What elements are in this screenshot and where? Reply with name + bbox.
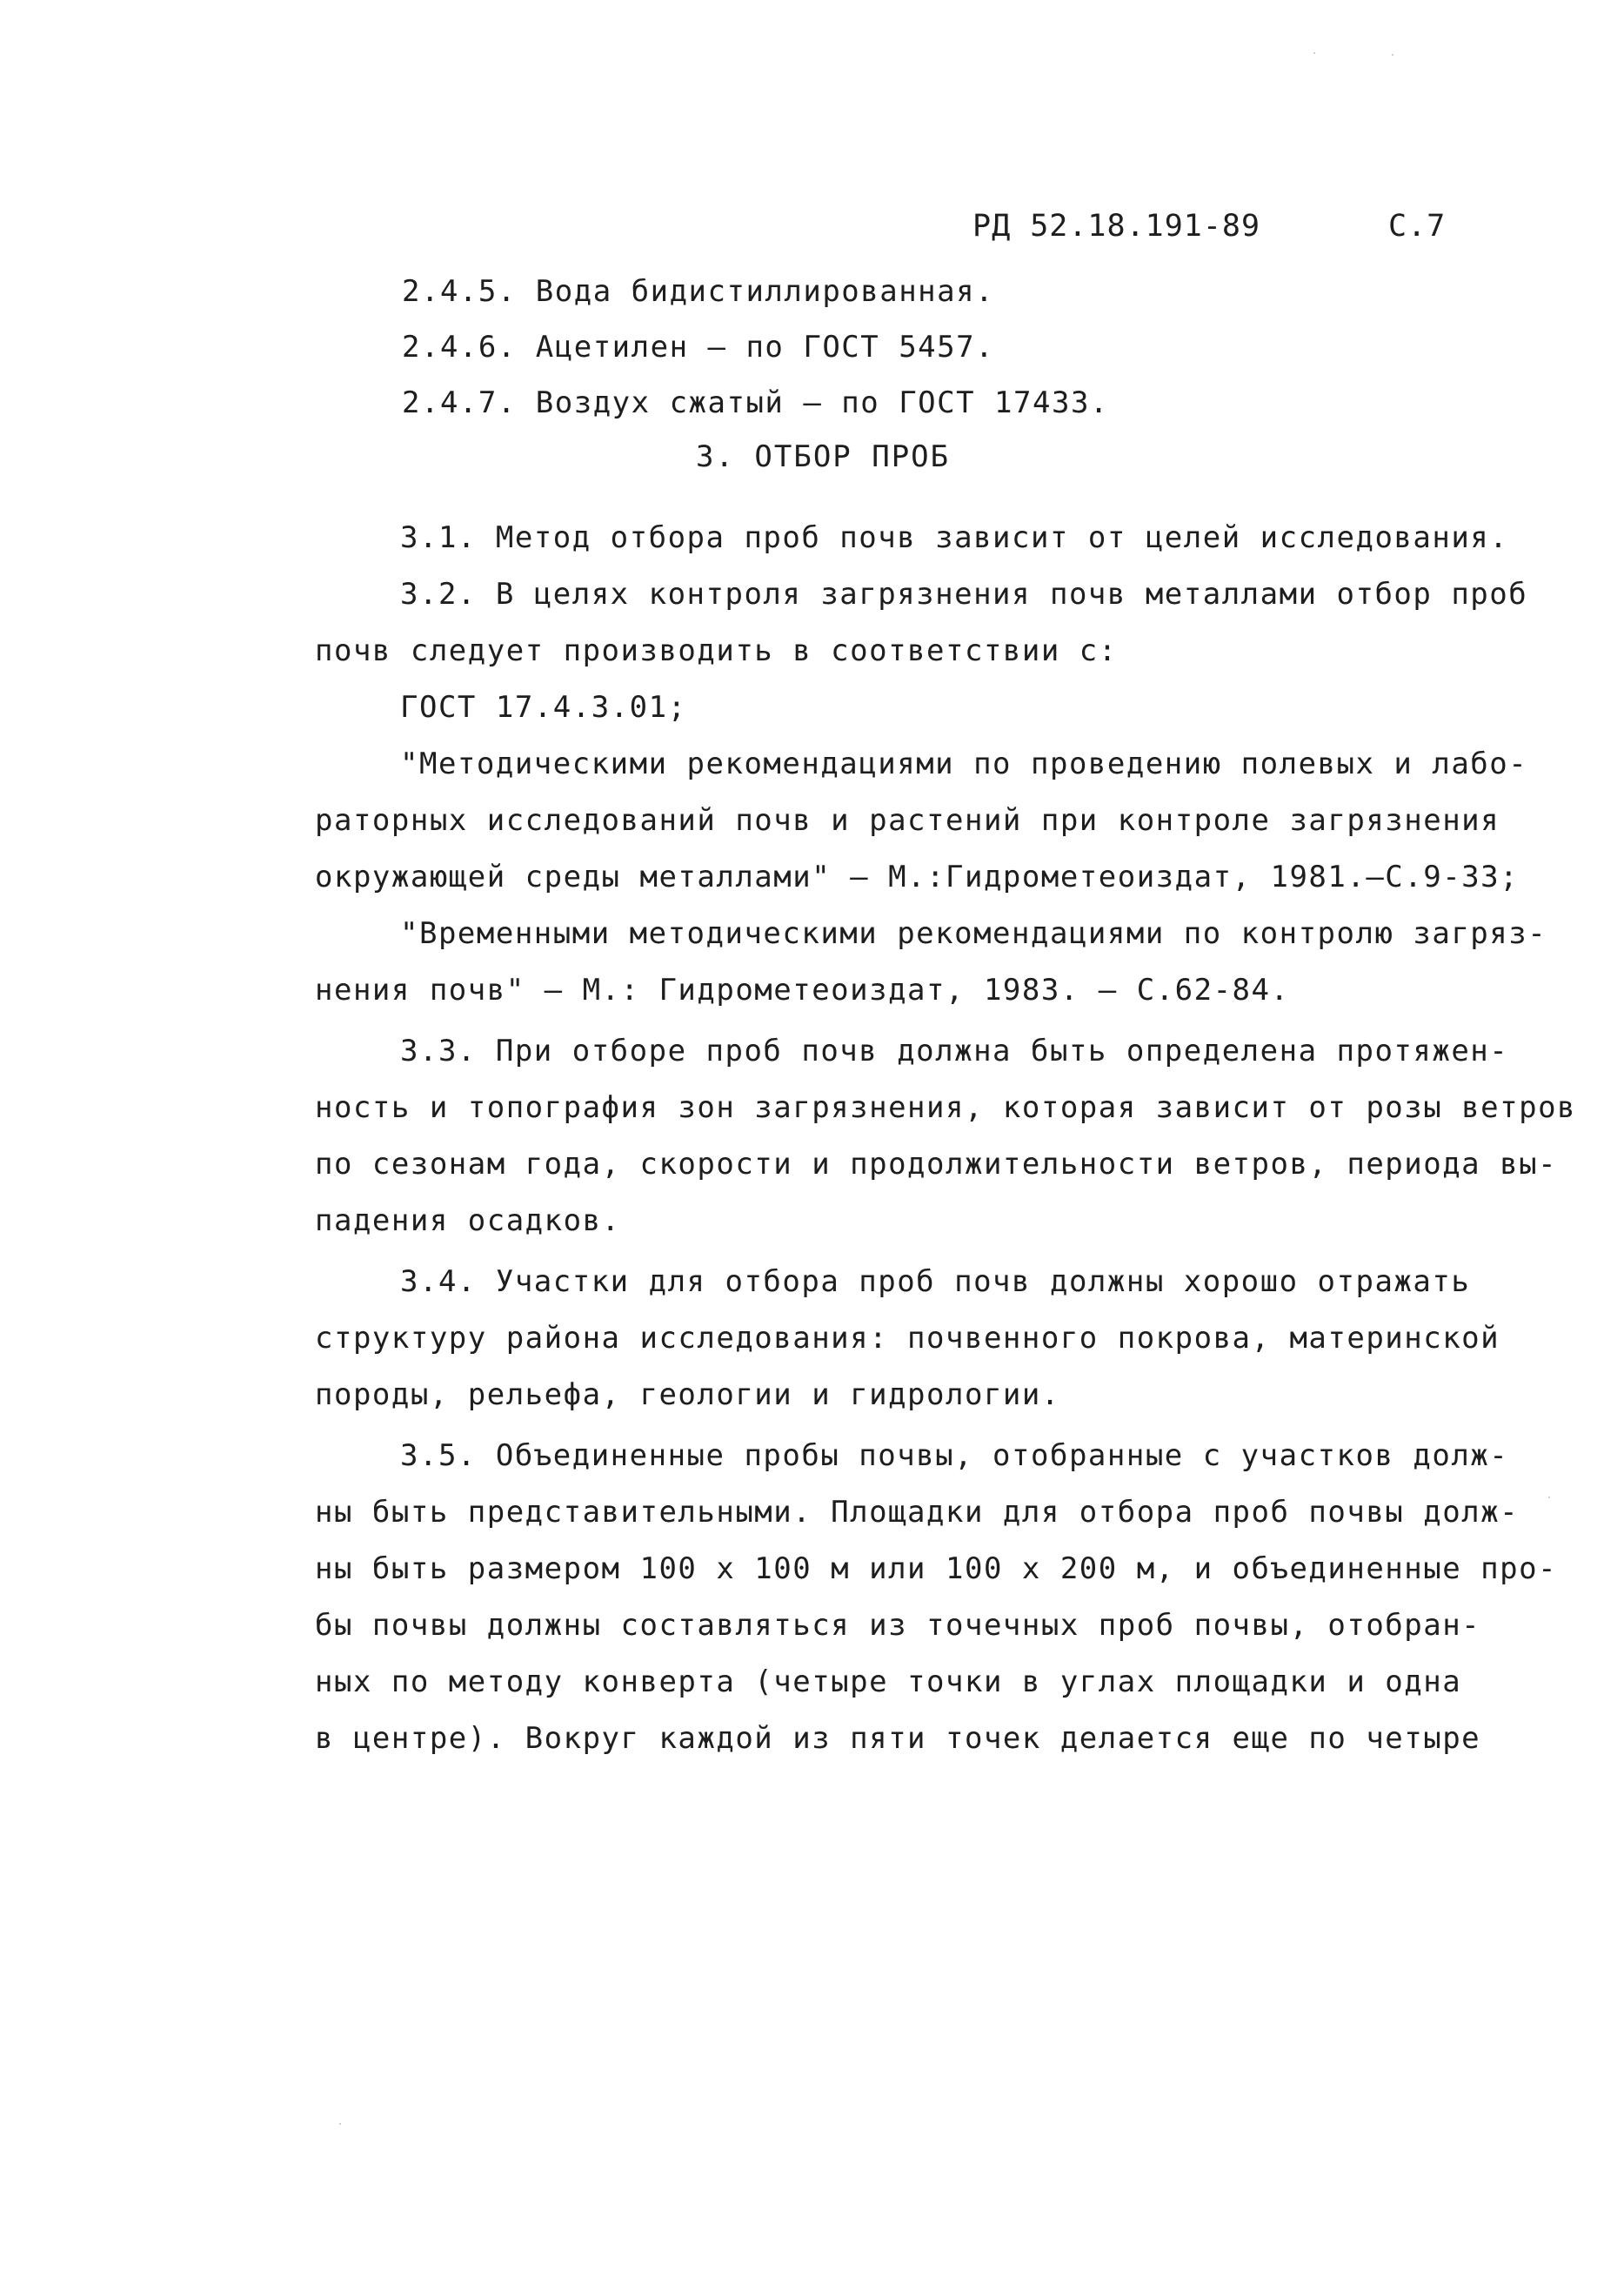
paragraph-3-5-line-2: ны быть представительными. Площадки для отбора проб почвы долж-	[315, 1495, 1520, 1530]
paragraph-3-5-line-5: ных по методу конверта (четыре точки в углах площадки и одна	[315, 1664, 1462, 1699]
scan-speck	[1548, 1497, 1550, 1498]
paragraph-3-5-line-3: ны быть размером 100 х 100 м или 100 х 200 м, и объединенные про-	[315, 1551, 1558, 1586]
paragraph-3-3-line-2: ность и топография зон загрязнения, которая зависит от розы ветров	[315, 1090, 1577, 1125]
reference-1-line-2: раторных исследований почв и растений при контроле загрязнения	[315, 803, 1500, 838]
paragraph-3-1: 3.1. Метод отбора проб почв зависит от целей исследования.	[400, 520, 1509, 555]
reference-1-line-3: окружающей среды металлами" – М.:Гидрометеоиздат, 1981.–С.9-33;	[315, 860, 1520, 894]
reference-1-line-1: "Методическими рекомендациями по проведению полевых и лабо-	[400, 747, 1528, 781]
scan-speck	[1313, 52, 1315, 54]
paragraph-3-2-line-1: 3.2. В целях контроля загрязнения почв металлами отбор проб	[400, 577, 1528, 612]
item-2-4-6: 2.4.6. Ацетилен – по ГОСТ 5457.	[402, 330, 995, 365]
paragraph-3-3-line-4: падения осадков.	[315, 1203, 621, 1238]
paragraph-3-4-line-1: 3.4. Участки для отбора проб почв должны хорошо отражать	[400, 1264, 1471, 1299]
paragraph-3-3-line-1: 3.3. При отборе проб почв должна быть определена протяжен-	[400, 1034, 1509, 1068]
paragraph-3-5-line-4: бы почвы должны составляться из точечных проб почвы, отобран-	[315, 1608, 1481, 1643]
paragraph-3-4-line-3: породы, рельефа, геологии и гидрологии.	[315, 1377, 1060, 1412]
item-2-4-7: 2.4.7. Воздух сжатый – по ГОСТ 17433.	[402, 385, 1109, 420]
document-code: РД 52.18.191-89	[972, 209, 1261, 244]
reference-2-line-1: "Временными методическими рекомендациями по контролю загряз-	[400, 916, 1547, 951]
paragraph-3-2-line-2: почв следует производить в соответствии с:	[315, 633, 1118, 668]
section-title: 3. ОТБОР ПРОБ	[696, 439, 951, 474]
item-2-4-5: 2.4.5. Вода бидистиллированная.	[402, 274, 995, 309]
gost-reference: ГОСТ 17.4.3.01;	[400, 690, 687, 725]
paragraph-3-3-line-3: по сезонам года, скорости и продолжительности ветров, периода вы-	[315, 1147, 1558, 1182]
scan-speck	[1392, 54, 1393, 56]
paragraph-3-4-line-2: структуру района исследования: почвенного покрова, материнской	[315, 1321, 1500, 1356]
scan-speck	[339, 2123, 341, 2125]
paragraph-3-5-line-1: 3.5. Объединенные пробы почвы, отобранные с участков долж-	[400, 1438, 1509, 1473]
paragraph-3-5-line-6: в центре). Вокруг каждой из пяти точек делается еще по четыре	[315, 1721, 1481, 1756]
page-number: С.7	[1388, 209, 1447, 244]
reference-2-line-2: нения почв" – М.: Гидрометеоиздат, 1983. – С.62-84.	[315, 973, 1290, 1008]
